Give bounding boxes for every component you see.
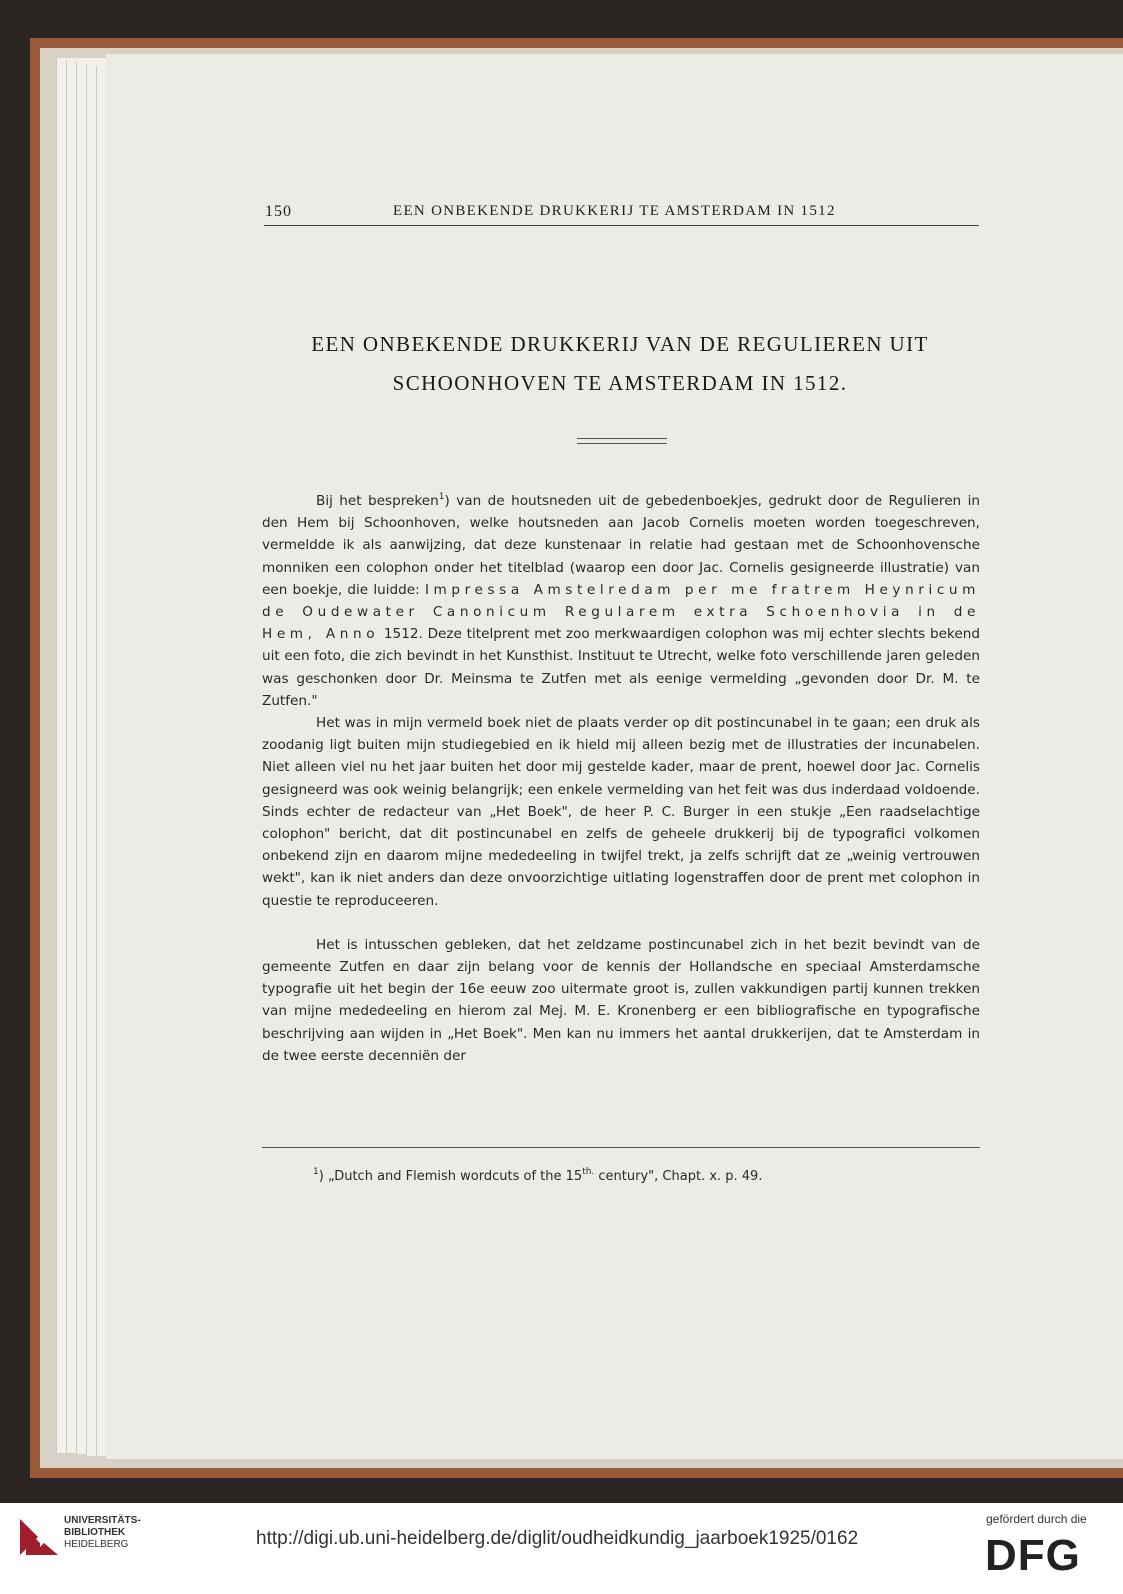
library-name-line-3: HEIDELBERG xyxy=(64,1539,129,1550)
paragraph-3: Het is intusschen gebleken, dat het zeldzame postincunabel zich in het bezit bevindt van de gemeente Zutfen en daar zijn belang voor de kennis der Hollandsche en speciaal Amsterdamsche typografie uit het begin der 16e eeuw zoo uitermate groot is, zullen vakkundigen partij kunnen trekken van mijne mededeeling en hierom zal Mej. M. E. Kronenberg er een bibliografische en typografische beschrijving aan wijden in „Het Boek". Men kan nu immers het aantal drukkerijen, dat te Amsterdam in de twee eerste decenniën der xyxy=(262,936,980,1064)
funding-note: gefördert durch die xyxy=(986,1512,1087,1526)
dfg-logo: DFG xyxy=(985,1531,1081,1580)
footnote-text-a: ) „Dutch and Flemish wordcuts of the 15 xyxy=(318,1169,583,1184)
footnote-marker: 1 xyxy=(313,1167,319,1177)
source-url-link[interactable]: http://digi.ub.uni-heidelberg.de/diglit/oudheidkundig_jaarboek1925/0162 xyxy=(256,1528,859,1549)
colophon-quote: Impressa Amstelredam per me fratrem Heynricum de Oudewater Canonicum Regularem extra Schoenhovia in de Hem, Anno xyxy=(262,581,980,643)
university-library-logo-icon xyxy=(18,1515,60,1557)
running-title: EEN ONBEKENDE DRUKKERIJ TE AMSTERDAM IN 1512 xyxy=(393,203,836,219)
page-number: 150 xyxy=(265,203,292,220)
library-name-line-2: BIBLIOTHEK xyxy=(64,1527,126,1538)
paragraph-1-text-a: Bij het bespreken xyxy=(316,493,439,509)
library-name-line-1: UNIVERSITÄTS- xyxy=(64,1515,141,1526)
footnote-rule xyxy=(262,1147,980,1148)
paragraph-1-text-b: ) van de houtsneden uit de gebedenboekjes, gedrukt door de Regulieren in den Hem bij Schoonhoven, welke houtsneden aan Jacob Cornelis moeten worden toegeschreven, vermeldde ik als aanwijzing, dat deze kunstenaar in relatie had gestaan met de Schoonhovensche monniken een colophon onder het titelblad (waarop een door Jac. Cornelis gesigneerde illustratie) van een boekje, die luidde: xyxy=(262,493,980,598)
article-title-line-2: SCHOONHOVEN TE AMSTERDAM IN 1512. xyxy=(392,371,848,395)
footnote-reference: 1 xyxy=(438,492,445,502)
article-body xyxy=(262,490,980,1067)
header-rule xyxy=(264,225,979,226)
footnote-superscript: th. xyxy=(582,1167,595,1177)
paragraph-1-text-c: 1512. Deze titelprent met zoo merkwaardigen colophon was mij echter slechts bekend uit een foto, die zich bevindt in het Kunsthist. Instituut te Utrecht, welke foto verschillende jaren geleden was geschonken door Dr. Meinsma te Zutfen met als eenige vermelding „gevonden door Dr. M. te Zutfen." xyxy=(262,626,980,709)
paragraph-2: Het was in mijn vermeld boek niet de plaats verder op dit postincunabel in te gaan; een druk als zoodanig ligt buiten mijn studiegebied en ik hield mij alleen bezig met de illustraties der incunabelen. Niet alleen viel nu het jaar buiten het door mij gestelde kader, maar de prent, hoewel door Jac. Cornelis gesigneerd was ook weinig belangrijk; een enkele vermelding van het feit was dus inderdaad voldoende. Sinds echter de redacteur van „Het Boek", de heer P. C. Burger in een stukje „Een raadselachtige colophon" bericht, dat dit postincunabel en zelfs de geheele drukkerij bij de typografici volkomen onbekend zijn en daarom mijne mededeeling in twijfel trekt, ja zelfs schrijft dat ze „weinig vertrouwen wekt", kan ik niet anders dan deze onvoorzichtige uitlating logenstraffen door de prent met colophon in questie te reproduceeren. xyxy=(262,715,980,909)
footnote-text-b: century", Chapt. x. p. 49. xyxy=(594,1169,763,1184)
paragraph-1 xyxy=(262,490,980,712)
library-name xyxy=(64,1515,141,1551)
footnote xyxy=(313,1169,762,1184)
title-divider xyxy=(577,438,667,444)
article-title-line-1: EEN ONBEKENDE DRUKKERIJ VAN DE REGULIEREN UIT xyxy=(311,332,929,356)
